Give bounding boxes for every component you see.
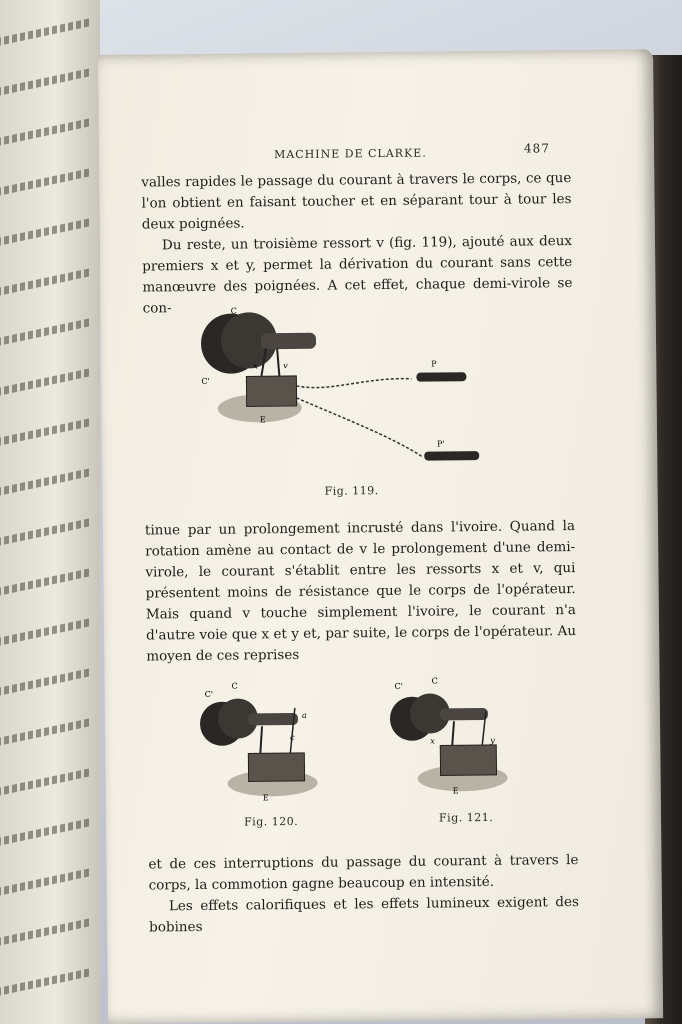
fig121-label: y (490, 735, 495, 745)
fig-120-caption: Fig. 120. (243, 814, 299, 829)
fig119-label: x (253, 361, 258, 371)
fig121-label: C' (394, 681, 404, 691)
left-page-edge (0, 0, 100, 1024)
fig119-label: C (230, 306, 237, 316)
fig119-label: v (283, 361, 288, 371)
fig120-label: a (301, 710, 307, 720)
paragraph-4: et de ces interruptions du passage du courant à travers le corps, la commotion gagne beaucoup en intensité. (148, 852, 579, 894)
fig119-label: P (431, 359, 437, 369)
figure-120-illustration (200, 678, 341, 809)
paragraph-3: tinue par un prolongement incrusté dans l'ivoire. Quand la rotation amène au contact de v le prolongement d'une demi-virole, le courant s'établit entre les ressorts x et v, qui présentent moins de résistance que le corps de l'opérateur. Mais quand v touche simplement l'ivoire, le courant n'a d'autre voie que x et y et, par suite, le corps de l'opérateur. Au moyen de ces reprises (144, 518, 577, 665)
fig119-label: P' (437, 439, 445, 449)
fig121-label: E (452, 786, 459, 796)
paragraph-1: valles rapides le passage du courant à travers le corps, ce que l'on obtient en faisant toucher et en séparant tour à tour les deux poignées. (141, 170, 572, 233)
paragraph-2: Du reste, un troisième ressort v (fig. 119), ajouté aux deux premiers x et y, permet la dérivation du courant sans cette manœuvre des poignées. A cet effet, chaque demi-virole se con- (142, 233, 573, 317)
fig-119-caption: Fig. 119. (324, 484, 379, 498)
fig119-label: C' (201, 376, 210, 386)
fig-121-caption: Fig. 121. (438, 810, 494, 825)
figure-119-illustration (191, 296, 503, 479)
figure-121-illustration (389, 673, 530, 804)
text-block-middle (145, 516, 577, 667)
page-number: 487 (523, 141, 550, 156)
running-title: MACHINE DE CLARKE. (273, 146, 427, 162)
book-page (98, 49, 663, 1024)
fig120-label: E (262, 793, 269, 803)
fig120-label: c (290, 732, 295, 743)
fig120-label: C' (204, 689, 214, 699)
fig121-label: x (430, 736, 435, 746)
page-header (99, 141, 654, 162)
paragraph-5: Les effets calorifiques et les effets lumineux exigent des bobines (149, 894, 579, 936)
text-block-bottom (148, 850, 579, 938)
fig120-label: C (231, 681, 238, 691)
fig119-label: E (259, 415, 266, 425)
fig121-label: C (431, 676, 438, 686)
